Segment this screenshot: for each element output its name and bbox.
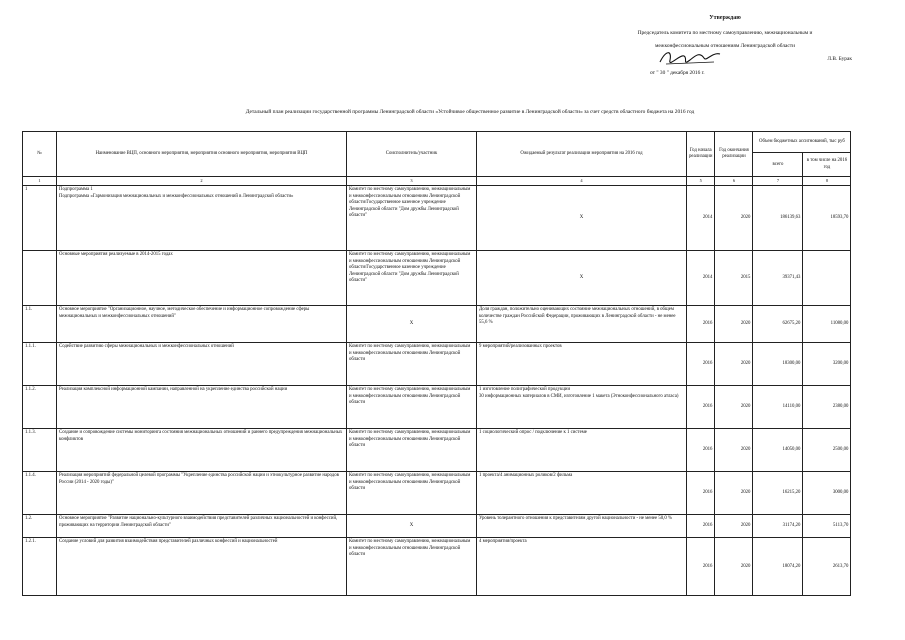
row-start-year: 2016 — [687, 538, 715, 596]
row-2016-amount: 3200,00 — [803, 343, 851, 386]
row-2016-amount: 2500,00 — [803, 429, 851, 472]
row-2016-amount: 11080,00 — [803, 306, 851, 343]
row-start-year: 2016 — [687, 386, 715, 429]
row-name: Реализация мероприятий федеральной целевой программы "Укрепление единства российской нации и этнокультурное развитие народов России (2014 - 2020 годы)" — [57, 472, 347, 515]
row-number: 1.2. — [23, 515, 57, 538]
plan-table — [22, 131, 851, 596]
row-executor: Х — [347, 306, 477, 343]
row-executor: Х — [347, 515, 477, 538]
row-start-year: 2014 — [687, 186, 715, 251]
header-2016: в том числе на 2016 год — [803, 153, 851, 177]
row-total-amount: 16215,20 — [753, 472, 803, 515]
column-number: 8 — [803, 177, 851, 186]
row-result: 1 социологический опрос / подключение к 1 системе — [477, 429, 687, 472]
row-executor: Комитет по местному самоуправлению, межнациональным и межконфессиональным отношениям Ленинградской области — [347, 429, 477, 472]
row-executor: Комитет по местному самоуправлению, межнациональным и межконфессиональным отношениям Ленинградской области — [347, 538, 477, 596]
column-number: 5 — [687, 177, 715, 186]
row-total-amount: 31174,20 — [753, 515, 803, 538]
row-number: 1.1.3. — [23, 429, 57, 472]
header-num: № — [23, 132, 57, 177]
row-result: Х — [477, 251, 687, 306]
table-row — [23, 515, 851, 538]
row-result: Уровень толерантного отношения к представителям другой национальности - не менее 50,0 % — [477, 515, 687, 538]
column-number: 4 — [477, 177, 687, 186]
row-name: Содействие развитию сферы межнациональных и межконфессиональных отношений — [57, 343, 347, 386]
header-total: всего — [753, 153, 803, 177]
signature-icon — [656, 46, 726, 70]
column-number: 2 — [57, 177, 347, 186]
row-end-year: 2020 — [715, 538, 753, 596]
approval-date: от " 30 " декабря 2016 г. — [650, 70, 705, 76]
row-end-year: 2020 — [715, 515, 753, 538]
row-2016-amount: 2613,70 — [803, 538, 851, 596]
row-executor: Комитет по местному самоуправлению, межнациональным и межконфессиональным отношениям Ленинградской области/Государственное казенное учреждение Ленинградской области "Дом дружбы Ленинградской области" — [347, 186, 477, 251]
row-name: Создание и сопровождение системы мониторинга состояния межнациональных отношений и раннего предупреждения межнациональных конфликтов — [57, 429, 347, 472]
row-executor: Комитет по местному самоуправлению, межнациональным и межконфессиональным отношениям Ленинградской области — [347, 472, 477, 515]
header-executor: Соисполнитель/участник — [347, 132, 477, 177]
row-name: Подпрограмма 1 Подпрограмма «Гармонизация межнациональных и межконфессиональных отношений в Ленинградской области» — [57, 186, 347, 251]
table-row — [23, 306, 851, 343]
row-name: Основные мероприятия реализуемые в 2014-2015 годах — [57, 251, 347, 306]
approval-line-2: межконфессиональным отношениям Ленинградской области — [654, 43, 796, 49]
row-number: 1.1. — [23, 306, 57, 343]
row-executor: Комитет по местному самоуправлению, межнациональным и межконфессиональным отношениям Ленинградской области — [347, 343, 477, 386]
row-2016-amount: 2380,00 — [803, 386, 851, 429]
row-start-year: 2016 — [687, 429, 715, 472]
row-end-year: 2020 — [715, 472, 753, 515]
row-start-year: 2016 — [687, 515, 715, 538]
table-row — [23, 186, 851, 251]
column-number: 3 — [347, 177, 477, 186]
signature-row — [560, 52, 890, 66]
column-numbers-row — [23, 177, 851, 186]
row-2016-amount: 3000,00 — [803, 472, 851, 515]
row-total-amount: 186139,63 — [753, 186, 803, 251]
row-end-year: 2020 — [715, 386, 753, 429]
row-end-year: 2020 — [715, 186, 753, 251]
row-total-amount: 18300,00 — [753, 343, 803, 386]
row-total-amount: 18074,20 — [753, 538, 803, 596]
row-number: 1 — [23, 186, 57, 251]
header-result: Ожидаемый результат реализации мероприятия на 2016 год — [477, 132, 687, 177]
row-2016-amount: 5113,70 — [803, 515, 851, 538]
row-name: Основное мероприятие "Организационное, научное, методическое обеспечение и информационное сопровождение сферы межнациональных и межконфессиональных отношений" — [57, 306, 347, 343]
signer-name: Л.В. Бурак — [827, 56, 852, 62]
row-name: Основное мероприятие "Развитие национально-культурного взаимодействия представителей различных национальностей и конфессий, проживающих на территории Ленинградской области" — [57, 515, 347, 538]
row-start-year: 2016 — [687, 343, 715, 386]
table-row — [23, 386, 851, 429]
column-number: 6 — [715, 177, 753, 186]
approval-line-1: Председатель комитета по местному самоуправлению, межнациональным и — [637, 30, 813, 36]
approval-heading: Утверждаю — [709, 15, 741, 21]
row-end-year: 2020 — [715, 306, 753, 343]
column-number: 1 — [23, 177, 57, 186]
row-total-amount: 14050,00 — [753, 429, 803, 472]
row-result: 4 мероприятия/проекта — [477, 538, 687, 596]
row-result: 1 изготовление полиграфической продукции 30 информационных материалов в СМИ, изготовление 1 макета (Этноконфессионального атласа) — [477, 386, 687, 429]
row-start-year: 2016 — [687, 306, 715, 343]
row-executor: Комитет по местному самоуправлению, межнациональным и межконфессиональным отношениям Ленинградской области — [347, 386, 477, 429]
row-end-year: 2015 — [715, 251, 753, 306]
table-row — [23, 251, 851, 306]
document-title: Детальный план реализации государственной программы Ленинградской области «Устойчивое общественное развитие в Ленинградской области» за счет средств областного бюджета на 2016 год — [245, 109, 695, 115]
header-start-year: Год начала реализации — [687, 132, 715, 177]
row-number: 1.1.4. — [23, 472, 57, 515]
row-result: 9 мероприятий/реализованных проектов — [477, 343, 687, 386]
header-budget: Объем бюджетных ассигнований, тыс руб — [753, 132, 851, 153]
row-name: Реализация комплексной информационной кампании, направленной на укрепление единства российской нации — [57, 386, 347, 429]
table-row — [23, 472, 851, 515]
row-number: 1.2.1. — [23, 538, 57, 596]
row-result: 1 проекта/4 анимационных роликов/2 фильма — [477, 472, 687, 515]
row-2016-amount — [803, 251, 851, 306]
row-number: 1.1.2. — [23, 386, 57, 429]
row-total-amount: 14110,00 — [753, 386, 803, 429]
table-row — [23, 343, 851, 386]
row-number: 1.1.1. — [23, 343, 57, 386]
row-number — [23, 251, 57, 306]
row-name: Создание условий для развития взаимодействия представителей различных конфессий и национальностей — [57, 538, 347, 596]
row-start-year: 2014 — [687, 251, 715, 306]
row-result: Х — [477, 186, 687, 251]
row-total-amount: 39371,43 — [753, 251, 803, 306]
column-number: 7 — [753, 177, 803, 186]
header-end-year: Год окончания реализации — [715, 132, 753, 177]
row-end-year: 2020 — [715, 429, 753, 472]
approval-block — [560, 14, 890, 77]
row-result: Доля граждан, положительно оценивающих состояние межнациональных отношений, в общем количестве граждан Российской Федерации, проживающих в Ленинградской области - не менее 55,6 % — [477, 306, 687, 343]
row-2016-amount: 18593,70 — [803, 186, 851, 251]
row-executor: Комитет по местному самоуправлению, межнациональным и межконфессиональным отношениям Ленинградской области/Государственное казенное учреждение Ленинградской области "Дом дружбы Ленинградской области" — [347, 251, 477, 306]
row-total-amount: 62675,20 — [753, 306, 803, 343]
row-start-year: 2016 — [687, 472, 715, 515]
table-row — [23, 538, 851, 596]
table-row — [23, 429, 851, 472]
row-end-year: 2020 — [715, 343, 753, 386]
header-name: Наименование ВЦП, основного мероприятия, мероприятия основного мероприятия, мероприятия ВЦП — [57, 132, 347, 177]
